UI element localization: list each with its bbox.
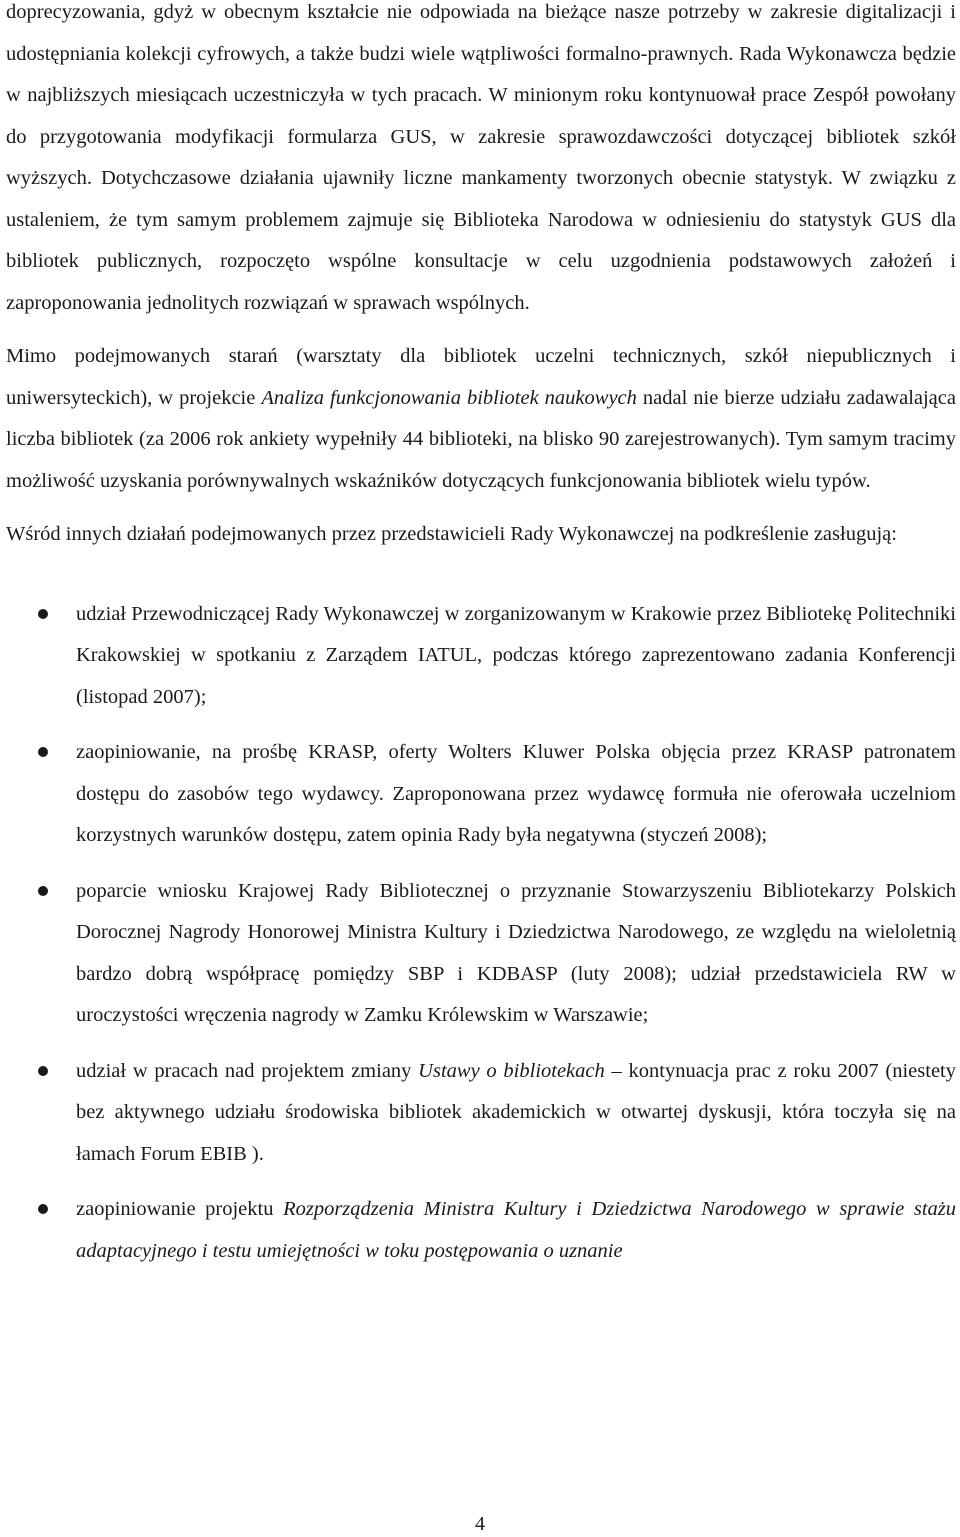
paragraph-text: Wśród innych działań podejmowanych przez przedstawicieli Rady Wykonawczej na podkreślenie zasługują: [6, 523, 897, 545]
list-item [6, 594, 956, 719]
list-item-text [76, 1051, 956, 1176]
regulation-title-italic: Rozporządzenia Ministra Kultury i Dziedzictwa Narodowego w sprawie stażu adaptacyjnego i testu umiejętności w toku postępowania o uznanie [76, 1198, 957, 1262]
list-item [6, 1051, 956, 1176]
list-item [6, 871, 956, 1037]
paragraph-text-after: nadal nie bierze udziału zadawalająca liczba bibliotek (za 2006 rok ankiety wypełniły 44 biblioteki, na blisko 90 zarejestrowanych). Tym samym tracimy możliwość uzyskania porównywalnych wskaźników dotyczących funkcjonowania bibliotek wielu typów. [6, 386, 956, 492]
list-item [6, 732, 956, 857]
list-item-text: zaopiniowanie, na prośbę KRASP, oferty Wolters Kluwer Polska objęcia przez KRASP patronatem dostępu do zasobów tego wydawcy. Zaproponowana przez wydawcę formuła nie oferowała uczelniom korzystnych warunków dostępu, zatem opinia Rady była negatywna (styczeń 2008); [76, 741, 956, 846]
paragraph-list-intro [6, 514, 956, 556]
bullet-icon [38, 1066, 48, 1076]
bullet-icon [38, 1204, 48, 1214]
list-item [6, 1189, 956, 1272]
list-item-text: udział Przewodniczącej Rady Wykonawczej w zorganizowanym w Krakowie przez Bibliotekę Politechniki Krakowskiej w spotkaniu z Zarządem IATUL, podczas którego zaprezentowano zadania Konferencji (listopad 2007); [76, 602, 956, 708]
paragraph-text-before: Mimo podejmowanych starań (warsztaty dla bibliotek uczelni technicznych, szkół niepublicznych i uniwersyteckich), w projekcie [6, 345, 956, 409]
project-title-italic: Analiza funkcjonowania bibliotek naukowych [261, 386, 637, 409]
paragraph-analysis-project [6, 336, 956, 502]
paragraph-digitization-and-gus [6, 0, 956, 324]
list-item-text-before: udział w pracach nad projektem zmiany [76, 1059, 419, 1082]
bullet-icon [38, 886, 48, 896]
list-item-text-after: – kontynuacja prac z roku 2007 (niestety bez aktywnego udziału środowiska bibliotek akademickich w otwartej dyskusji, która toczyła się na łamach Forum EBIB ). [76, 1059, 956, 1165]
bullet-icon [38, 747, 48, 757]
bullet-icon [38, 609, 48, 619]
list-item-text-before: zaopiniowanie projektu [76, 1198, 284, 1220]
activities-list [6, 594, 956, 1273]
page-number: 4 [475, 1513, 485, 1535]
list-item-text [76, 1189, 956, 1272]
list-item-text: poparcie wniosku Krajowej Rady Bibliotecznej o przyznanie Stowarzyszeniu Bibliotekarzy Polskich Dorocznej Nagrody Honorowej Ministra Kultury i Dziedzictwa Narodowego, ze względu na wieloletnią bardzo dobrą współpracę pomiędzy SBP i KDBASP (luty 2008); udział przedstawiciela RW w uroczystości wręczenia nagrody w Zamku Królewskim w Warszawie; [76, 879, 956, 1026]
paragraph-text: doprecyzowania, gdyż w obecnym kształcie nie odpowiada na bieżące nasze potrzeby w zakresie digitalizacji i udostępniania kolekcji cyfrowych, a także budzi wiele wątpliwości formalno-prawnych. Rada Wykonawcza będzie w najbliższych miesiącach uczestniczyła w tych pracach. W minionym roku kontynuował prace Zespół powołany do przygotowania modyfikacji formularza GUS, w zakresie sprawozdawczości dotyczącej bibliotek szkół wyższych. Dotychczasowe działania ujawniły liczne mankamenty tworzonych obecnie statystyk. W związku z ustaleniem, że tym samym problemem zajmuje się Biblioteka Narodowa w odniesieniu do statystyk GUS dla bibliotek publicznych, rozpoczęto wspólne konsultacje w celu uzgodnienia podstawowych założeń i zaproponowania jednolitych rozwiązań w sprawach wspólnych. [6, 1, 956, 314]
law-title-italic: Ustawy o bibliotekach [418, 1059, 605, 1082]
document-page [6, 0, 956, 1272]
